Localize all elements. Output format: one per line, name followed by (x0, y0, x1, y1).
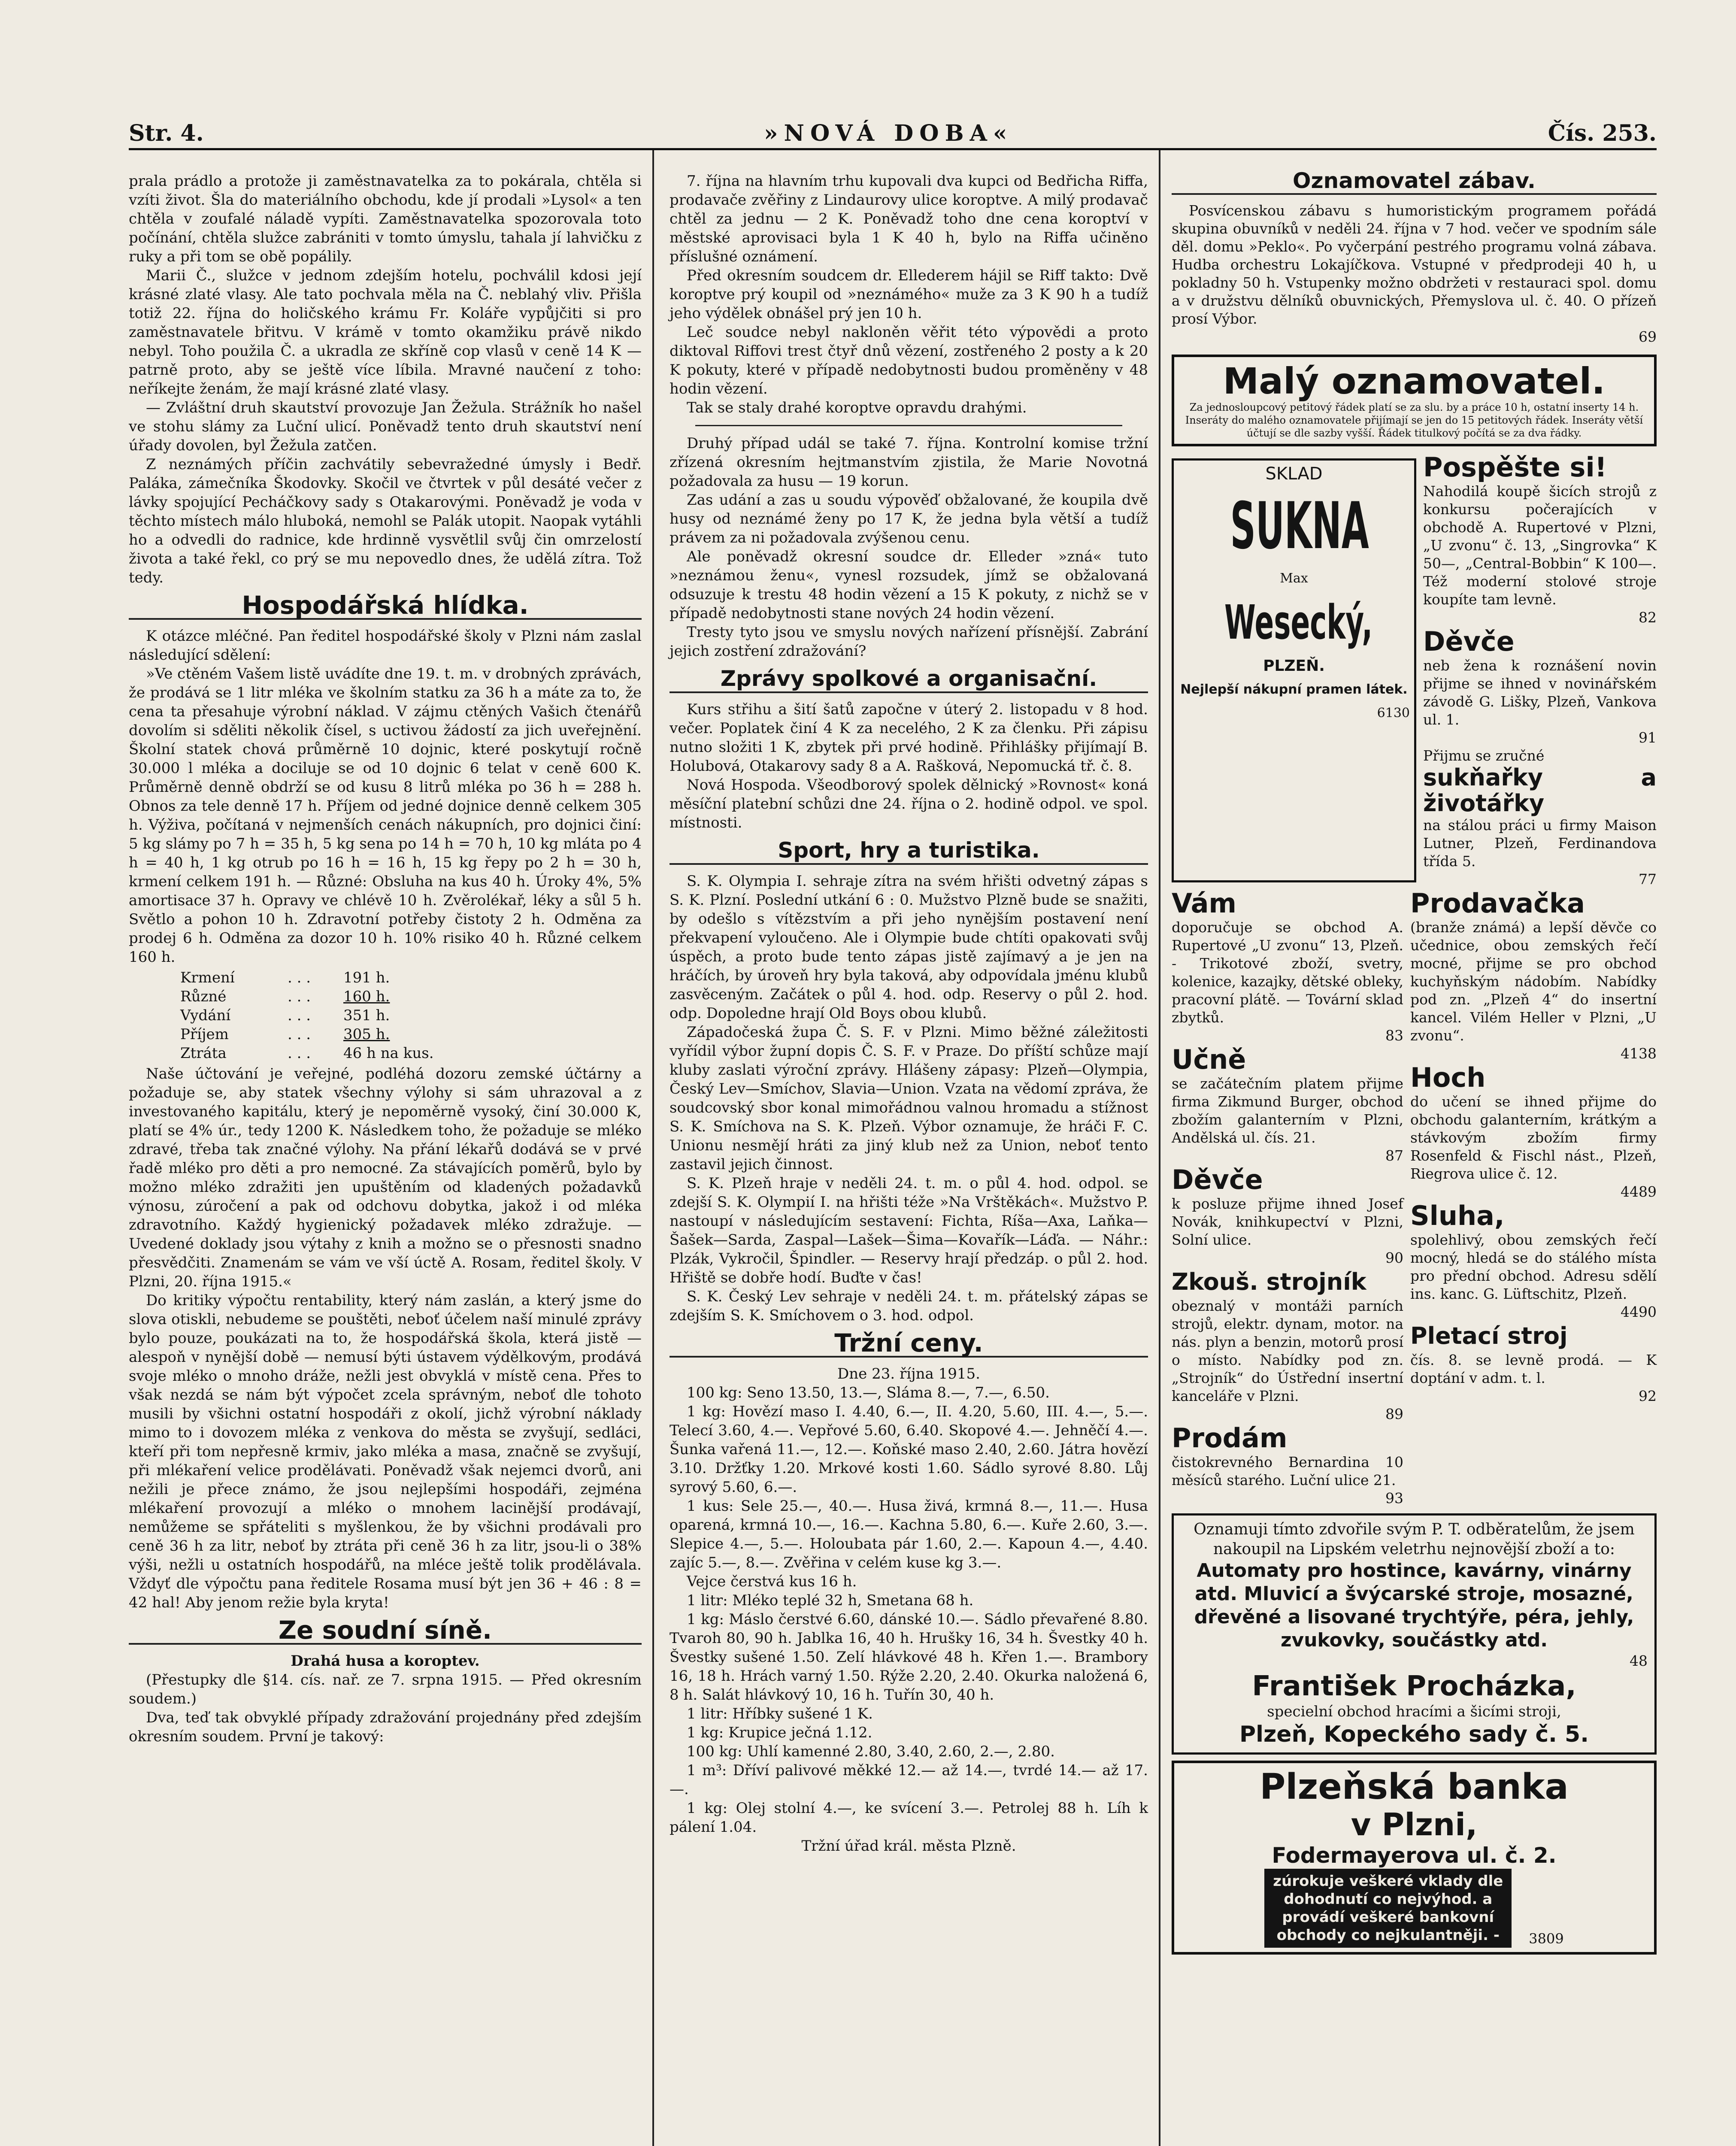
ad-heading: Prodavačka (1410, 888, 1585, 919)
ad-number: 4138 (1621, 1045, 1657, 1062)
ad-number: 90 (1385, 1249, 1403, 1266)
article-text: 7. října na hlavním trhu kupovali dva kupci od Bedřicha Riffa, prodavače zvěřiny z Lindaurovy ulice koroptve. A milý prodavač chtěl za jednu — 2 K. Poněvadž toho dne cena koroptví v městské aprovisaci byla 1 K 40 h, bylo na Riffa učiněno příslušné oznámení. (670, 173, 1148, 265)
ad-heading: sukňařky a životářky (1423, 764, 1657, 817)
ad-heading: Hoch (1410, 1062, 1486, 1093)
classified-title: Malý oznamovatel. (1223, 360, 1606, 402)
separator (695, 425, 1122, 426)
newspaper-title: »NOVÁ DOBA« (764, 120, 1013, 146)
column-divider (652, 150, 654, 2146)
ad-sukna (1172, 458, 1416, 882)
article-text: »Ve ctěném Vašem listě uvádíte dne 19. t. m. v drobných zprávách, že prodává se 1 litr mléka ve školním statku za 36 h a máte za to, že cena ta přesahuje výrobní náklad. V zájmu ctěných Vašich čtenářů dovolím si sděliti několik čísel, s uctivou žádostí za jich uveřejnění. Školní statek chová průměrně 10 dojnic, které poskytují ročně 30.000 l mléka a dociluje se od 10 dojnic 6 telat v ceně 600 K. Průměrně denně obdrží se od kusu 8 litrů mléka po 36 h = 288 h. Obnos za tele denně 17 h. Příjem od jedné dojnice denně celkem 305 h. Výživa, počítaná v nejmenších cenách nákupních, pro dojnici činí: 5 kg slámy po 7 h = 35 h, 5 kg sena po 14 h = 70 h, 10 kg mláta po 4 h = 40 h, 1 kg otrub po 16 h = 16 h, 15 kg řepy po 2 h = 30 h, krmení celkem 191 h. — Různé: Obsluha na kus 40 h. Úroky 4%, 5% amortisace 37 h. Opravy ve chlévě 10 h. Zvěrolékař, léky a sůl 5 h. Světlo a pohon 10 h. Zdravotní potřeby čistoty 2 h. Odměna za prodej 6 h. Odměna za dozor 10 h. 10% risiko 40 h. Různé celkem 160 h. (129, 665, 642, 966)
column-3 (1172, 168, 1657, 1961)
ad-text: se začátečním platem přijme firma Zikmund Burger, obchod zbožím galanterním v Plzni, Andělská ul. čís. 21. (1172, 1075, 1403, 1146)
article-text: — Zvláštní druh skautství provozuje Jan Žežula. Strážník ho našel ve stohu slámy za Luční ulicí. Poněvadž tento druh skautství není úřady dovolen, byl Žežula zatčen. (129, 399, 642, 454)
ad-company: František Procházka, (1252, 1670, 1576, 1702)
ads-middle (1172, 888, 1657, 1507)
cost-table (180, 968, 642, 1063)
article-text: S. K. Plzeň hraje v neděli 24. t. m. o půl 4. hod. odpol. se zdejší S. K. Olympií I. na hřišti téže »Na Vrštěkách«. Mužstvo P. nastoupí v následujícím sestavení: Fichta, Ríša—Axa, Laňka—Šašek—Sarda, Zaspal—Lašek—Šima—Kovařík—Láďa. — Náhr.: Plzák, Vykročil, Špindler. — Reservy hrají předzáp. o půl 2. hod. Hřiště se dobře hodí. Buďte v čas! (670, 1175, 1148, 1286)
table-row: Příjem . . . 305 h. (180, 1026, 390, 1043)
ad-heading: Zkouš. strojník (1172, 1268, 1366, 1295)
ad-number: 91 (1639, 729, 1657, 746)
bank-services: zúrokuje veškeré vklady dle dohodnutí co nejvýhod. a provádí veškeré bankovní obchody co nejkulantněji. - (1264, 1869, 1512, 1948)
price-line: 1 litr: Hříbky sušené 1 K. (687, 1705, 873, 1722)
price-line: 100 kg: Uhlí kamenné 2.80, 3.40, 2.60, 2.—, 2.80. (687, 1743, 1055, 1760)
article-text: S. K. Olympia I. sehraje zítra na svém hřišti odvetný zápas s S. K. Plzní. Poslední utkání 6 : 0. Mužstvo Plzně bude se snažiti, by odešlo s vítězstvím a při jeho nynějším postavení není překvapení vyloučeno. Ale i Olympie bude chtíti opakovati svůj úspěch, a proto bude tento zápas jistě zajímavý a je jen na hráčích, by úroveň hry byla taková, aby odpovídala jménu klubů zasvěceným. Začátek o půl 4. hod. odp. Reservy o půl 2. hod. odp. Dopoledne hrají Old Boys obou klubů. (670, 873, 1148, 1022)
section-heading: Hospodářská hlídka. (129, 596, 642, 620)
article-text: Před okresním soudcem dr. Ellederem hájil se Riff takto: Dvě koroptve prý koupil od »neznámého« muže za 3 K 90 h a tudíž jeho výdělek obnášel prý jen 10 h. (670, 267, 1148, 322)
ad-number: 83 (1385, 1027, 1403, 1044)
table-row: Krmení . . . 191 h. (180, 969, 390, 986)
article-text: Leč soudce nebyl nakloněn věřit této výpovědi a proto diktoval Riffovi trest čtyř dnů vězení, zostřeného 2 posty a k 20 K pokuty, které v případě nedobytnosti budou proměněny v 48 hodin vězení. (670, 324, 1148, 397)
price-line: Vejce čerstvá kus 16 h. (687, 1573, 857, 1590)
ad-heading: Sluha, (1410, 1200, 1505, 1231)
ad-heading: Prodám (1172, 1422, 1288, 1454)
article-text: Nová Hospoda. Všeodborový spolek dělnický »Rovnost« koná měsíční platební schůzi dne 24. října o 2. hodině odpol. ve spol. místnosti. (670, 776, 1148, 831)
ad-products: Automaty pro hostince, kavárny, vinárny atd. Mluvicí a švýcarské stroje, mosazné, dřevěné a lisované trychtýře, péra, jehly, zvukovky, součástky atd. (1194, 1560, 1634, 1651)
bank-name: Plzeňská banka (1260, 1767, 1569, 1807)
ad-heading: Děvče (1172, 1164, 1263, 1195)
ad-number: 4490 (1621, 1303, 1657, 1320)
column-2 (670, 172, 1148, 1855)
ad-text: doporučuje se obchod A. Rupertové „U zvonu“ 13, Plzeň. - Trikotové zboží, svetry, kolenice, kazajky, dětské obleky, pracovní plátě. — Tovární sklad zbytků. (1172, 919, 1403, 1026)
bank-address: Fodermayerova ul. č. 2. (1272, 1843, 1557, 1868)
ad-pramen: Nejlepší nákupní pramen látek. (1180, 682, 1408, 697)
ad-text: Oznamuji tímto zdvořile svým P. T. odběratelům, že jsem nakoupil na Lipském veletrhu nejnovější zboží a to: (1194, 1521, 1635, 1558)
article-text: Tresty tyto jsou ve smyslu nových nařízení přísnější. Zabrání jejich zostření zdražování? (670, 624, 1148, 660)
ad-text: čistokrevného Bernardina 10 měsíců starého. Luční ulice 21. (1172, 1454, 1403, 1488)
article-text: Kurs střihu a šití šatů započne v úterý 2. listopadu v 8 hod. večer. Poplatek činí 4 K za necelého, 2 K za členku. Při zápisu nutno složiti 1 K, zbytek při prvé hodině. Přihlášky přijímají B. Holubová, Otakarovy sady 8 a A. Rašková, Nepomucká tř. č. 8. (670, 701, 1148, 775)
ads-upper (1172, 452, 1657, 888)
ad-heading: Pletací stroj (1410, 1322, 1568, 1349)
ads-side (1423, 452, 1657, 888)
ad-text: specielní obchod hracími a šicími stroji, (1267, 1703, 1561, 1720)
ad-prochazka (1172, 1513, 1657, 1755)
ad-text: Nahodilá koupě šicích strojů z konkursu počerajících v obchodě A. Rupertové v Plzni, „U zvonu“ č. 13, „Singrovka“ K 50—, „Central-Bobbin“ K 100—. Též moderní stolové stroje koupíte tam levně. (1423, 483, 1657, 608)
table-row: Vydání . . . 351 h. (180, 1007, 390, 1024)
ad-text: obeznalý v montáži parních strojů, elektr. dynam, motor. na nás. plyn a benzin, motorů prosí o místo. Nabídky pod zn. „Strojník“ do Ústřední insertní kanceláře v Plzni. (1172, 1297, 1403, 1404)
ad-number: 6130 (1377, 706, 1410, 721)
ad-text: čís. 8. se levně prodá. — K doptání v adm. t. l. (1410, 1352, 1657, 1386)
section-heading: Sport, hry a turistika. (670, 841, 1148, 865)
article-text: Do kritiky výpočtu rentability, který nám zaslán, a který jsme do slova otiskli, nebudeme se pouštěti, neboť účelem naší minulé zprávy bylo pouze, poukázati na to, že hospodářská škola, která jistě — alespoň v nynější době — nemusí býti ústavem výdělkovým, prodává svoje mléko o mnoho dráže, nežli jest obvyklá v místě cena. Přes to však nezdá se nám být výpočet zcela správným, neboť dle tohoto musili by všichni ostatní hospodáři z okolí, jichž výrobní náklady mimo to i dovozem mléka z venkova do města se zvyšují, sedláci, kteří při tom nepřesně krmiv, jako mléka a masa, značně se zvyšují, při mlékaření velice prodělávati. Poněvadž však nejemci dvorů, ani nežili je přece známo, že jsou nejlepšími hospodáři, zejména mlékaření provozují a mléko o mnohem lacinější prodávají, nemůžeme se spřáteliti s myšlenkou, že by všichni prodávali pro ceně 36 h za litr, neboť by ztráta při ceně 36 h za litr, jsou-li o 38% výši, nežli u ostatních hospodářů, na mléce ještě tolik prodělávala. Vždyť dle výpočtu pana ředitele Rosama musí být jen 36 + 46 : 8 = 42 hal! Aby jenom režie byla kryta! (129, 1292, 642, 1611)
ad-wesecky: Wesecký, (1224, 595, 1373, 650)
ad-number: 69 (1639, 328, 1657, 345)
ad-heading: Děvče (1423, 626, 1515, 657)
ad-max: Max (1280, 571, 1308, 586)
price-line: 1 kg: Olej stolní 4.—, ke svícení 3.—. Petrolej 88 h. Líh k pálení 1.04. (670, 1800, 1148, 1836)
ad-number: 92 (1639, 1388, 1657, 1404)
header-rule (129, 148, 1657, 150)
article-text: Druhý případ udál se také 7. října. Kontrolní komise tržní zřízená okresním hejtmanstvím zjistila, že Marie Novotná požadovala za husu — 19 korun. (670, 435, 1148, 490)
classified-terms: Za jednosloupcový petitový řádek platí se za slu. by a práce 10 h, ostatní inserty 14 h. Inseráty do malého oznamovatele přijímají se jen do 15 petitových řádek. Inseráty větší účtují se dle sazby vyšší. Řádek titulkový počítá se za dva řádky. (1185, 401, 1643, 439)
section-heading: Ze soudní síně. (129, 1621, 642, 1645)
ad-number: 3809 (1529, 1931, 1564, 1947)
column-1 (129, 172, 642, 1746)
ads-left (1172, 888, 1403, 1507)
page-header (129, 120, 1657, 150)
ad-text: spolehlivý, obou zemských řečí mocný, hledá se do stálého místa pro přední obchod. Adresu sdělí ins. kanc. G. Lüftschitz, Plzeň. (1410, 1231, 1657, 1302)
price-line: 1 litr: Mléko teplé 32 h, Smetana 68 h. (687, 1592, 974, 1609)
ad-number: 87 (1385, 1147, 1403, 1164)
ad-heading: Vám (1172, 888, 1237, 919)
ad-text: neb žena k roznášení novin přijme se ihned v novinářském závodě G. Lišky, Plzeň, Vankova ul. 1. (1423, 657, 1657, 728)
ad-sukna-title: SUKNA (1230, 489, 1369, 564)
ad-text: k posluze přijme ihned Josef Novák, knihkupectví v Plzni, Solní ulice. (1172, 1195, 1403, 1248)
price-line: 1 kg: Máslo čerstvé 6.60, dánské 10.—. Sádlo převařené 8.80. Tvaroh 80, 90 h. Jablka 16, 40 h. Hrušky 16, 34 h. Švestky 40 h. Švestky sušené 1.50. Zelí hlávkové 48 h. Křen 1.—. Brambory 16, 18 h. Hrách varný 1.50. Rýže 2.20, 2.40. Okurka naložená 6, 8 h. Salát hlávkový 10, 16 h. Tuřín 30, 40 h. (670, 1611, 1148, 1703)
ad-number: 77 (1639, 871, 1657, 888)
article-text: Naše účtování je veřejné, podléhá dozoru zemské účtárny a požaduje se, aby statek všechny výlohy si sám uhrazoval a z investovaného kapitálu, který je nepoměrně vysoký, činí 30.000 K, platí se 4% úr., tedy 1200 K. Následkem toho, že požaduje se mléko zdravé, třeba tak značné výlohy. Na přání lékařů dodává se v prvé řadě mléko pro děti a pro nemocné. Za stávajících poměrů, bylo by možno mléko zdražiti jen upuštěním od kladených požadavků výnosu, zúročení a pak od odchovu dobytka, jakož i od mléka zdravotního. Každý hygienický požadavek mléko zdražuje. — Uvedené doklady jsou výtahy z knih a možno se o přesnosti snadno přesvědčiti. Znamenám se vám ve vší úctě A. Rosam, ředitel školy. V Plzni, 20. října 1915.« (129, 1065, 642, 1290)
ads-right (1410, 888, 1657, 1507)
ad-bank (1172, 1761, 1657, 1955)
article-text: Zas udání a zas u soudu výpověď obžalované, že koupila dvě husy od neznámé ženy po 17 K, že jedna byla větší a tudíž právem za ni požadovala zvýšenou cenu. (670, 491, 1148, 546)
ad-number: 93 (1385, 1490, 1403, 1506)
price-line: 1 kg: Hovězí maso I. 4.40, 6.—, II. 4.20, 5.60, III. 4.—, 5.—. Telecí 3.60, 4.—. Vepřové 5.60, 6.40. Skopové 4.—. Jehněčí 4.—. Šunka vařená 11.—, 12.—. Koňské maso 2.40, 2.60. Játra hovězí 3.10. Držťky 1.20. Mrkové kosti 1.60. Sádlo syrové 8.80. Lůj syrový 5.60, 6.—. (670, 1403, 1148, 1496)
article-text: Marii Č., služce v jednom zdejším hotelu, pochválil kdosi její krásné zlaté vlasy. Ale tato pochvala měla na Č. neblahý vliv. Přišla totiž 22. října do holičského krámu Fr. Koláře vypůjčiti si pro zaměstnavatele břitvu. V krámě v tomto okamžiku právě nikdo nebyl. Toho použila Č. a ukradla ze skříně cop vlasů v ceně 14 K — patrně proto, aby se ještě více líbila. Mravné naučení z toho: neříkejte ženám, že mají krásné zlaté vlasy. (129, 267, 642, 397)
ad-plzen: PLZEŇ. (1263, 657, 1325, 675)
ad-heading: Pospěšte si! (1423, 452, 1607, 483)
table-row: Různé . . . 160 h. (180, 988, 390, 1005)
ad-number: 82 (1639, 609, 1657, 626)
column-divider (1159, 150, 1160, 2146)
section-heading: Tržní ceny. (670, 1334, 1148, 1358)
article-text: (Přestupky dle §14. cís. nař. ze 7. srpna 1915. — Před okresním soudem.) (129, 1671, 642, 1707)
ad-address: Plzeň, Kopeckého sady č. 5. (1239, 1722, 1589, 1747)
section-heading: Oznamovatel zábav. (1172, 172, 1657, 195)
ad-text: do učení se ihned přijme do obchodu galanterním, krátkým a stávkovým zbožím firmy Rosenfeld & Fischl nást., Plzeň, Riegrova ulice č. 12. (1410, 1093, 1657, 1182)
ad-number: 4489 (1621, 1183, 1657, 1200)
article-text: Posvícenskou zábavu s humoristickým programem pořádá skupina obuvníků v neděli 24. října v 7 hod. večer ve spodním sále děl. domu »Peklo«. Po vyčerpání pestrého programu volná zábava. Hudba orchestru Lokajíčkova. Vstupné v předprodeji 40 h, u pokladny 50 h. Vstupenky možno obdržeti v restauraci spol. domu a v družstvu dělníků obuvnických, Přemyslova ul. č. 40. O přízeň prosí Výbor. (1172, 202, 1657, 327)
article-text: S. K. Český Lev sehraje v neděli 24. t. m. přátelský zápas se zdejším S. K. Smíchovem o 3. hod. odpol. (670, 1288, 1148, 1324)
ad-text: Přijmu se zručné (1423, 747, 1545, 764)
article-text: Z neznámých příčin zachvátily sebevražedné úmysly i Bedř. Paláka, zámečníka Škodovky. Skočil ve čtvrtek v půl desáté večer z lávky spojující Pecháčkovy sady s Otakarovými. Poněvadž je voda v těchto místech málo hluboká, nemohl se Palák utopit. Naopak vytáhli ho a odvedli do radnice, kde hrdinně vysvětlil svůj čin omrzelostí života a také řekl, co prý se mu nepovedlo dnes, že udělá zítra. Tož tedy. (129, 456, 642, 586)
price-line: 1 m³: Dříví palivové měkké 12.— až 14.—, tvrdé 14.— až 17.—. (670, 1762, 1148, 1798)
article-text: K otázce mléčné. Pan ředitel hospodářské školy v Plzni nám zaslal následující sdělení: (129, 627, 642, 664)
ad-number: 48 (1630, 1652, 1648, 1669)
ad-heading: Učně (1172, 1044, 1246, 1075)
ad-sklad: SKLAD (1265, 464, 1323, 484)
ad-text: (branže známá) a lepší děvče co učednice, obou zemských řečí mocné, přijme se pro obchod kuchyňským nádobím. Nabídky pod zn. „Plzeň 4“ do insertní kancel. Vilém Heller v Plzni, „U zvonu“. (1410, 919, 1657, 1044)
price-line: 1 kg: Krupice ječná 1.12. (687, 1724, 873, 1741)
article-text: Západočeská župa Č. S. F. v Plzni. Mimo běžné záležitosti vyřídil výbor župní dopis Č. S. F. v Praze. Do příští schůze mají kluby zaslati výroční zprávy. Hlášeny zápasy: Plzeň—Olympia, Český Lev—Smíchov, Slavia—Union. Vzata na vědomí zpráva, že soudcovský sbor konal mimořádnou valnou hromadu a stížnost S. K. Smíchova na S. K. Plzeň. Výbor oznamuje, že hráči F. C. Unionu nesmějí hráti za jiný klub než za Union, neboť tento zastavil jejich činnost. (670, 1024, 1148, 1173)
bank-city: v Plzni, (1351, 1807, 1478, 1843)
issue-number: Čís. 253. (1548, 120, 1657, 146)
price-line: 100 kg: Seno 13.50, 13.—, Sláma 8.—, 7.—, 6.50. (687, 1384, 1050, 1401)
page-number: Str. 4. (129, 120, 204, 146)
article-text: Ale poněvadž okresní soudce dr. Elleder »zná« tuto »neznámou ženu«, vynesl rozsudek, jímž se obžalovaná odsuzuje k trestu 48 hodin vězení a 15 K pokuty, z nichž se v případě nedobytnosti stane nových 24 hodin vězení. (670, 548, 1148, 622)
market-signature: Tržní úřad král. města Plzně. (801, 1837, 1016, 1855)
market-date: Dne 23. října 1915. (837, 1365, 980, 1382)
section-heading: Zprávy spolkové a organisační. (670, 669, 1148, 693)
ad-text: na stálou práci u firmy Maison Lutner, Plzeň, Ferdinandova třída 5. (1423, 817, 1657, 870)
price-line: 1 kus: Sele 25.—, 40.—. Husa živá, krmná 8.—, 11.—. Husa oparená, krmná 10.—, 16.—. Kachna 5.80, 6.—. Kuře 2.60, 3.—. Slepice 4.—, 5.—. Holoubata pár 1.60, 2.—. Kapoun 4.—, 4.40. zajíc 5.—, 8.—. Zvěřina v celém kuse kg 3.—. (670, 1497, 1148, 1571)
article-text: prala prádlo a protože ji zaměstnavatelka za to pokárala, chtěla si vzíti život. Šla do materiálního obchodu, kde jí prodali »Lysol« a ten chtěla v zoufalé náladě vypíti. Zaměstnavatelka spozorovala toto počínání, chtěla služce zabrániti v tomto úmyslu, tahala jí lahvičku z ruky a při tom se obě popálily. (129, 173, 642, 265)
article-subtitle: Drahá husa a koroptev. (291, 1652, 480, 1670)
ad-number: 89 (1385, 1406, 1403, 1422)
article-text: Dva, teď tak obvyklé případy zdražování projednány před zdejším okresním soudem. První je takový: (129, 1709, 642, 1745)
classified-header (1172, 355, 1657, 446)
table-row: Ztráta . . . 46 h na kus. (180, 1045, 434, 1062)
article-text: Tak se staly drahé koroptve opravdu drahými. (687, 399, 1027, 416)
bank-bottom (1181, 1869, 1647, 1948)
